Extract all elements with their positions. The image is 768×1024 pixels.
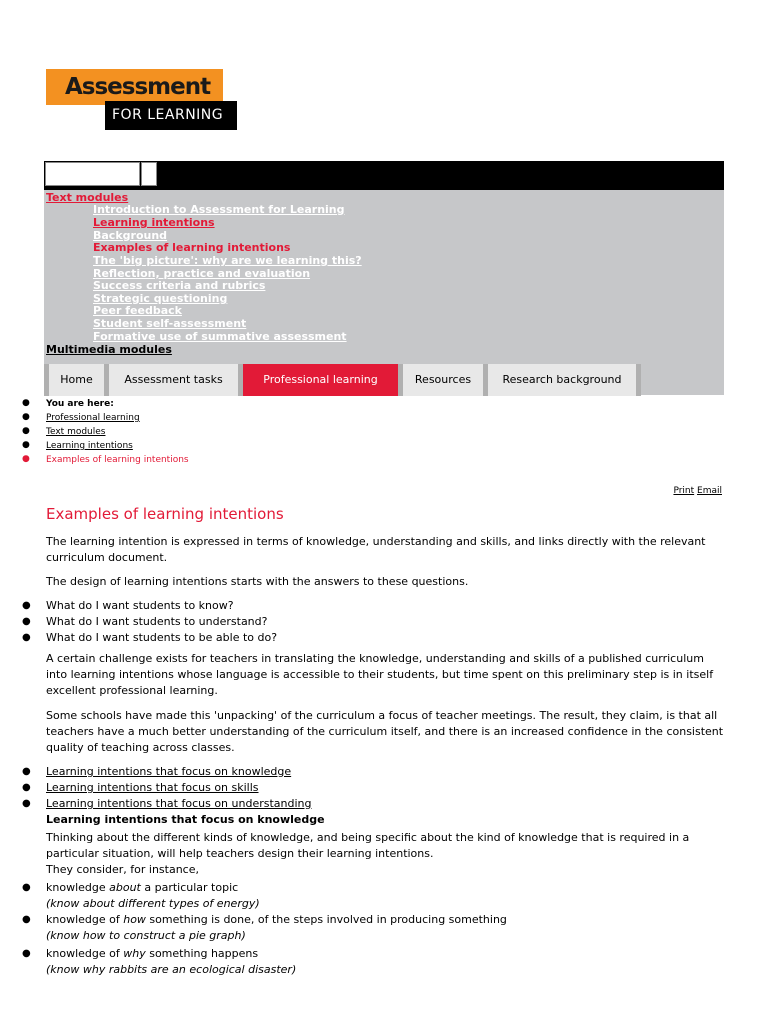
bullet-icon: ● [22, 398, 30, 408]
menu-item-self-assessment[interactable]: Student self-assessment [93, 317, 247, 330]
tab-home[interactable]: Home [44, 364, 104, 396]
paragraph-consider: They consider, for instance, [46, 863, 199, 876]
bullet-icon: ● [22, 616, 31, 627]
tab-assessment-tasks[interactable]: Assessment tasks [104, 364, 238, 396]
tab-separator [636, 364, 641, 396]
bullet-icon: ● [22, 914, 31, 925]
menu-item-success-criteria[interactable]: Success criteria and rubrics [93, 279, 266, 292]
paragraph-unpacking: Some schools have made this 'unpacking' of the curriculum a focus of teacher meetings. The result, they claim, is that all teachers have a much better understanding of the curriculum itself, and there is an increased confidence in the consistent quality of teaching across classes. [46, 709, 724, 754]
menu-text-modules[interactable]: Text modules [46, 191, 129, 204]
knowledge-kind-item: knowledge of how something is done, of the steps involved in producing something [46, 913, 507, 926]
bullet-icon: ● [22, 454, 30, 464]
breadcrumb-text-modules[interactable]: Text modules [46, 427, 106, 437]
bullet-icon: ● [22, 632, 31, 643]
logo-assessment: Assessment [46, 69, 223, 105]
search-input[interactable] [45, 162, 140, 186]
menu-item-formative-use[interactable]: Formative use of summative assessment [93, 330, 347, 343]
menu-item-introduction[interactable]: Introduction to Assessment for Learning [93, 203, 345, 216]
question-item: What do I want students to be able to do? [46, 631, 278, 644]
question-item: What do I want students to understand? [46, 615, 268, 628]
knowledge-example: (know how to construct a pie graph) [46, 929, 246, 942]
menu-item-big-picture[interactable]: The 'big picture': why are we learning this? [93, 254, 362, 267]
bullet-icon: ● [22, 440, 30, 450]
print-link[interactable]: Print [673, 486, 695, 496]
bullet-icon: ● [22, 766, 31, 777]
knowledge-kind-item: knowledge about a particular topic [46, 881, 239, 894]
bullet-icon: ● [22, 600, 31, 611]
bullet-icon: ● [22, 426, 30, 436]
menu-item-strategic-questioning[interactable]: Strategic questioning [93, 292, 228, 305]
paragraph-intro: The learning intention is expressed in terms of knowledge, understanding and skills, and links directly with the relevant curriculum document. [46, 535, 706, 564]
knowledge-example: (know about different types of energy) [46, 897, 260, 910]
link-understanding[interactable]: Learning intentions that focus on understanding [46, 797, 312, 810]
tab-research-background[interactable]: Research background [483, 364, 636, 396]
tab-professional-learning[interactable]: Professional learning [238, 364, 398, 396]
bullet-icon: ● [22, 948, 31, 959]
logo-for-learning: FOR LEARNING [105, 101, 237, 130]
section-heading-knowledge: Learning intentions that focus on knowledge [46, 813, 325, 826]
bullet-icon: ● [22, 412, 30, 422]
menu-item-reflection[interactable]: Reflection, practice and evaluation [93, 267, 311, 280]
link-knowledge[interactable]: Learning intentions that focus on knowledge [46, 765, 292, 778]
menu-item-peer-feedback[interactable]: Peer feedback [93, 304, 182, 317]
breadcrumb-professional-learning[interactable]: Professional learning [46, 413, 140, 423]
knowledge-example: (know why rabbits are an ecological disaster) [46, 963, 297, 976]
search-button[interactable] [141, 162, 157, 186]
menu-item-learning-intentions[interactable]: Learning intentions [93, 216, 215, 229]
paragraph-kinds: Thinking about the different kinds of knowledge, and being specific about the kind of knowledge that is required in a particular situation, will help teachers design their learning intentions. [46, 831, 690, 860]
breadcrumb-learning-intentions[interactable]: Learning intentions [46, 441, 133, 451]
bullet-icon: ● [22, 782, 31, 793]
menu-multimedia-modules[interactable]: Multimedia modules [46, 343, 172, 356]
page-title: Examples of learning intentions [46, 505, 284, 523]
tab-resources[interactable]: Resources [398, 364, 483, 396]
menu-item-examples[interactable]: Examples of learning intentions [93, 241, 291, 254]
breadcrumb-label: You are here: [46, 399, 114, 409]
link-skills[interactable]: Learning intentions that focus on skills [46, 781, 259, 794]
paragraph-design: The design of learning intentions starts with the answers to these questions. [46, 575, 469, 588]
page-tools [673, 486, 722, 496]
email-link[interactable]: Email [697, 486, 722, 496]
paragraph-challenge: A certain challenge exists for teachers in translating the knowledge, understanding and skills of a published curriculum into learning intentions whose language is accessible to their students, but time spent on this preliminary step is in itself excellent professional learning. [46, 652, 714, 697]
question-item: What do I want students to know? [46, 599, 234, 612]
bullet-icon: ● [22, 882, 31, 893]
breadcrumb-current: Examples of learning intentions [46, 455, 189, 465]
bullet-icon: ● [22, 798, 31, 809]
menu-item-background[interactable]: Background [93, 229, 168, 242]
knowledge-kind-item: knowledge of why something happens [46, 947, 259, 960]
